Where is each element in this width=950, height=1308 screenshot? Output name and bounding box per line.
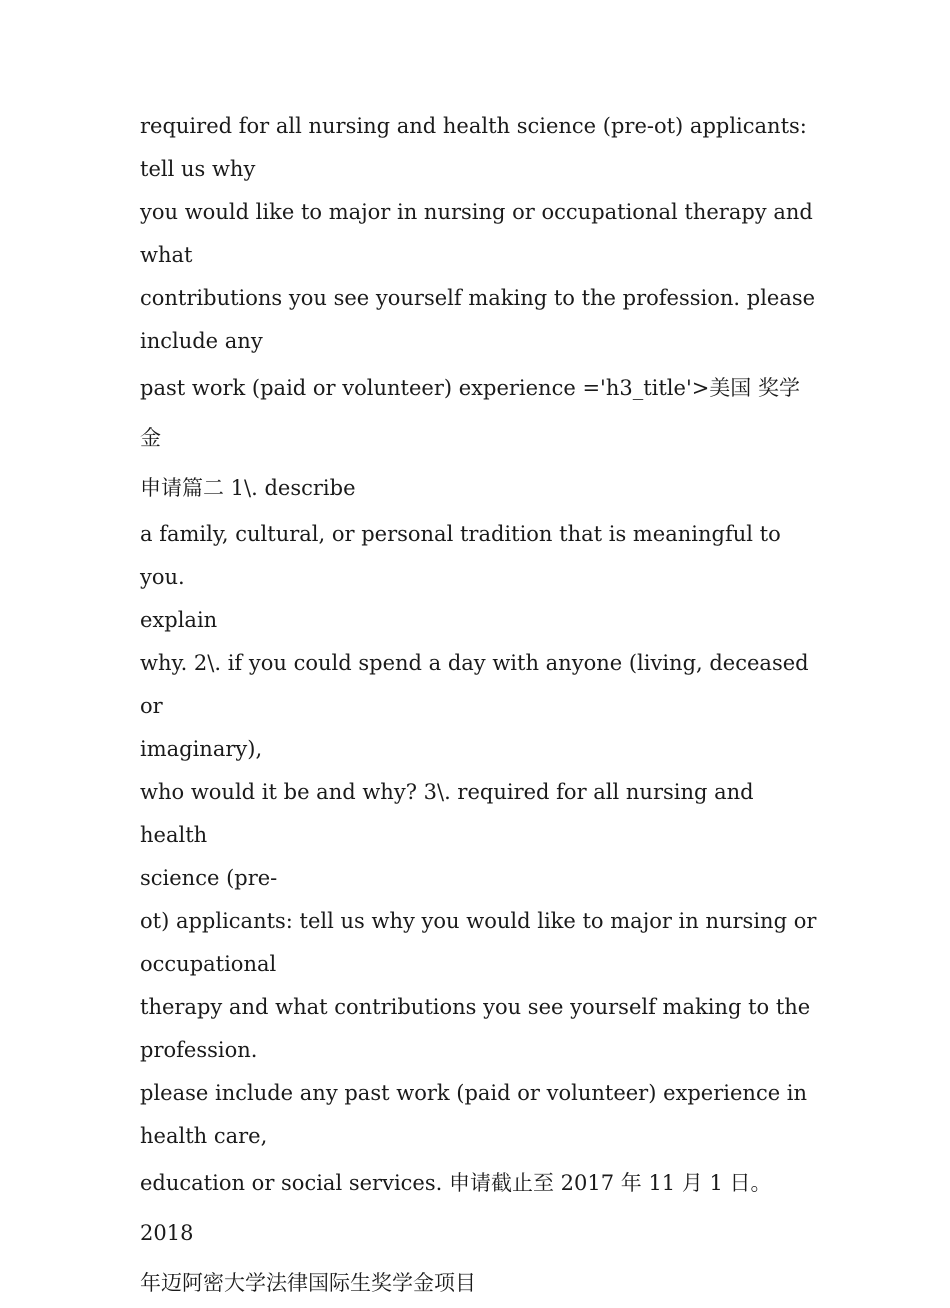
text-line: required for all nursing and health science (pre-ot) applicants:: [140, 114, 807, 138]
text-line: contributions you see yourself making to the profession. please: [140, 286, 816, 310]
text-line: 申请篇二 1\. describe: [140, 476, 356, 500]
text-line: ot) applicants: tell us why you would like to major in nursing or: [140, 909, 817, 933]
text-line: past work (paid or volunteer) experience ='h3_title'>美国 奖学金: [140, 376, 800, 450]
text-line: 年迈阿密大学法律国际生奖学金项目: [140, 1271, 476, 1295]
text-line: health care,: [140, 1124, 268, 1148]
text-line: tell us why: [140, 157, 256, 181]
text-line: occupational: [140, 952, 277, 976]
text-line: what: [140, 243, 193, 267]
text-line: please include any past work (paid or volunteer) experience in: [140, 1081, 808, 1105]
document-body: [140, 105, 820, 1308]
text-line: you would like to major in nursing or occupational therapy and: [140, 200, 813, 224]
text-line: a family, cultural, or personal tradition that is meaningful to you.: [140, 522, 781, 589]
text-line: who would it be and why? 3\. required for all nursing and health: [140, 780, 754, 847]
text-line: therapy and what contributions you see yourself making to the: [140, 995, 811, 1019]
text-line: include any: [140, 329, 263, 353]
text-line: imaginary),: [140, 737, 263, 761]
text-line: explain: [140, 608, 218, 632]
text-line: education or social services. 申请截止至 2017 年 11 月 1 日。 2018: [140, 1171, 772, 1245]
text-line: profession.: [140, 1038, 258, 1062]
text-line: why. 2\. if you could spend a day with anyone (living, deceased or: [140, 651, 809, 718]
text-line: science (pre-: [140, 866, 278, 890]
